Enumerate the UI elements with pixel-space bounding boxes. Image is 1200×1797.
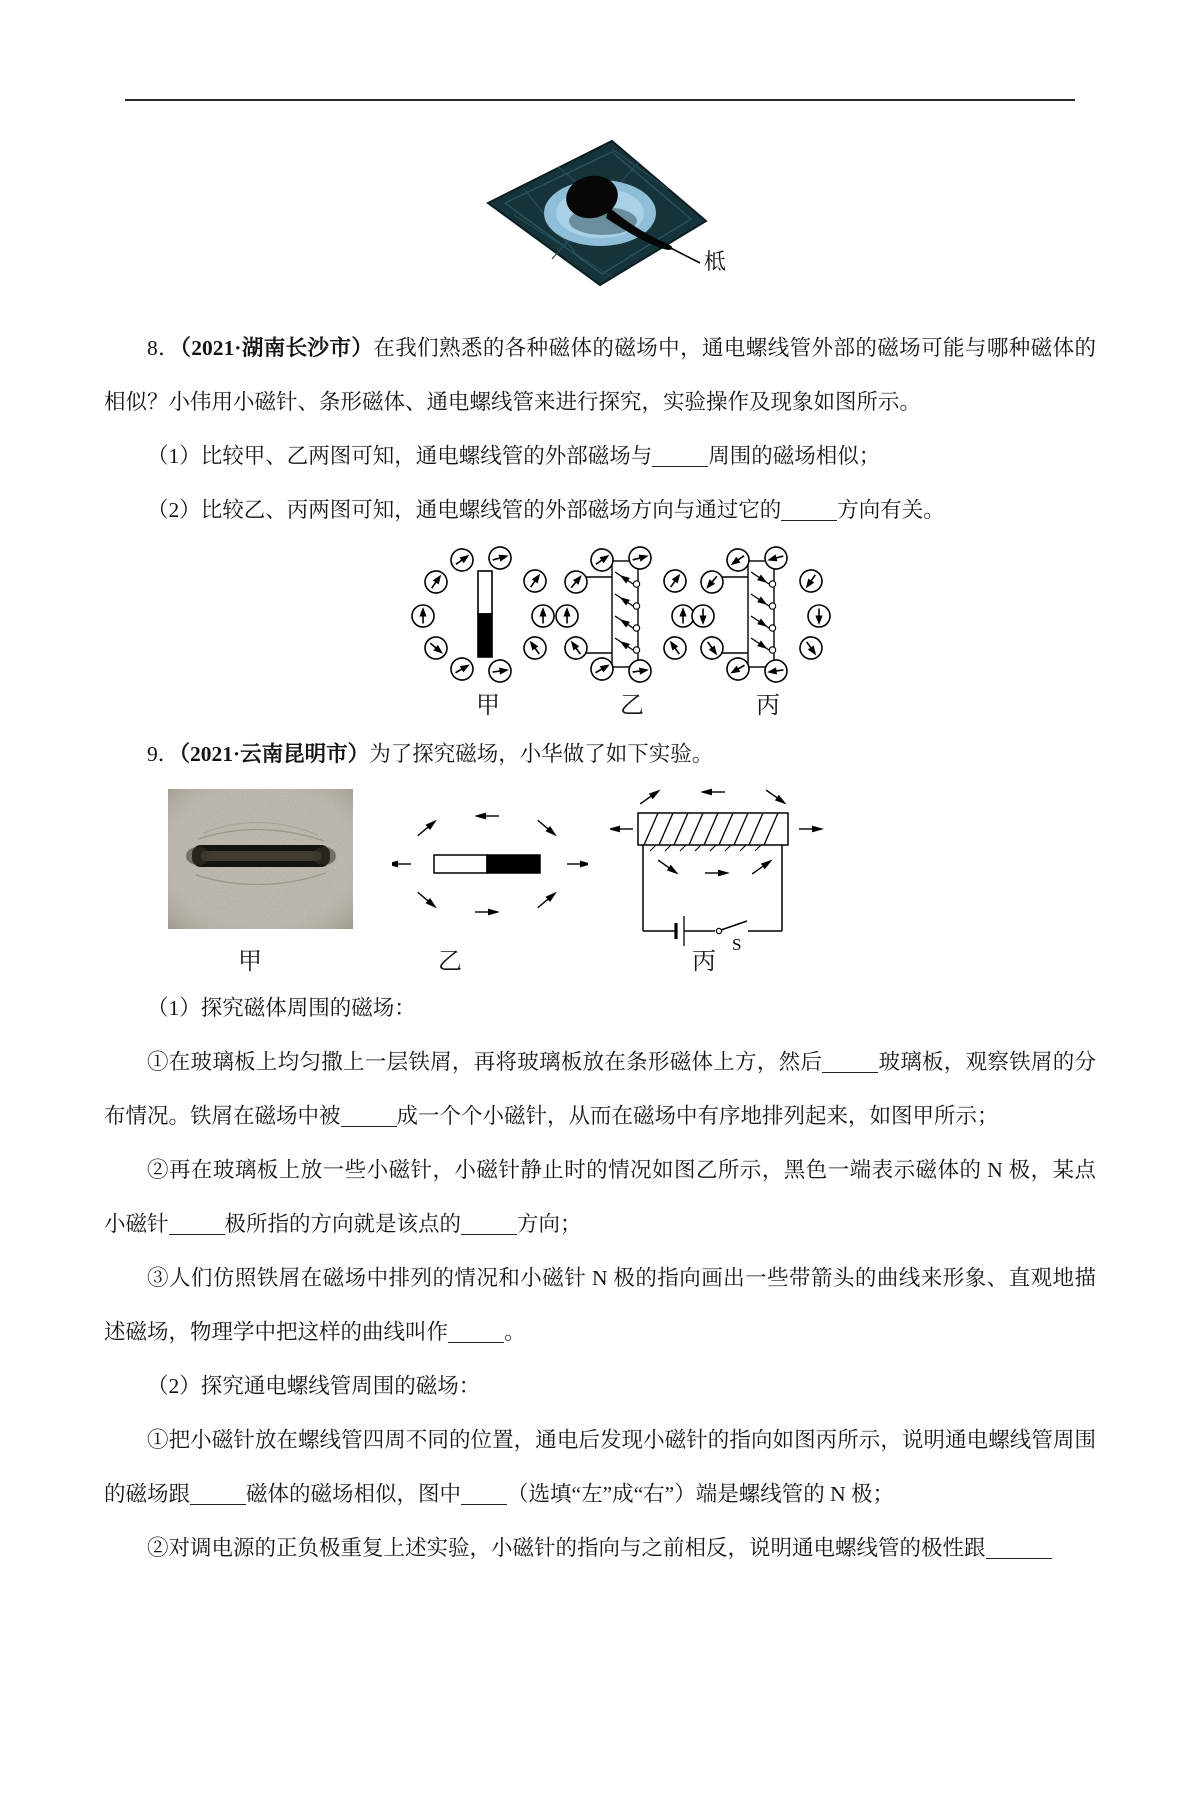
blank-field — [169, 1229, 225, 1235]
q8-diagram — [374, 539, 834, 691]
blank-field — [461, 1499, 507, 1505]
solenoid-circuit-diagram — [610, 783, 825, 958]
q9-number: 9． — [147, 742, 180, 766]
q8-item-1: （1）比较甲、乙两图可知，通电螺线管的外部磁场与 周围的磁场相似； — [147, 444, 881, 468]
question-9-intro — [104, 727, 1096, 781]
q9-part2-step2: ②对调电源的正负极重复上述实验，小磁针的指向与之前相反，说明通电螺线管的极性跟 — [104, 1521, 1096, 1575]
switch-pivot — [716, 928, 721, 933]
bar-magnet — [478, 571, 492, 657]
q9-intro-text: 为了探究磁场，小华做了如下实验。 — [369, 742, 714, 766]
q9-part2-step1: ①把小磁针放在螺线管四周不同的位置，通电后发现小磁针的指向如图丙所示，说明通电螺线管周围的磁场跟 磁体的磁场相似，图中 （选填“左”成“右”）端是螺线管的 N 极； — [104, 1428, 1096, 1506]
question-8-intro — [104, 321, 1096, 429]
sinan-figure — [104, 137, 1096, 295]
q8-item-2: （2）比较乙、丙两图可知，通电螺线管的外部磁场方向与通过它的 方向有关。 — [147, 498, 945, 522]
blank-field — [781, 515, 837, 521]
sinan-handle-label: 柢 — [704, 249, 727, 274]
q9-figure — [104, 783, 1096, 981]
q8-source: （2021·湖南长沙市） — [180, 336, 374, 360]
pointer-line — [659, 242, 700, 263]
q9-step3: ③人们仿照铁屑在磁场中排列的情况和小磁针 N 极的指向画出一些带箭头的曲线来形象、直观地描述磁场，物理学中把这样的曲线叫作 。 — [104, 1266, 1096, 1344]
sinan-photo — [462, 137, 712, 289]
q9-source: （2021·云南昆明市） — [179, 742, 370, 766]
q9-fig-label-yi: 乙 — [438, 949, 462, 975]
blank-field — [652, 461, 708, 467]
q8-fig-label-bing: 丙 — [756, 693, 780, 719]
switch-lever — [721, 921, 747, 930]
magnet-needles-diagram — [392, 801, 588, 927]
q8-fig-label-jia: 甲 — [476, 693, 500, 719]
q8-number: 8． — [147, 336, 181, 360]
page-content — [0, 137, 1200, 1575]
worksheet-page — [0, 99, 1200, 1797]
blank-field — [461, 1229, 517, 1235]
q9-step1: ①在玻璃板上均匀撒上一层铁屑，再将玻璃板放在条形磁体上方，然后 玻璃板，观察铁屑的分布情况。铁屑在磁场中被 成一个个小磁针，从而在磁场中有序地排列起来，如图甲所示； — [104, 1050, 1096, 1128]
q8-fig-label-yi: 乙 — [620, 693, 644, 719]
q9-fig-label-jia: 甲 — [238, 949, 262, 975]
iron-filings-photo — [168, 789, 353, 929]
blank-field — [448, 1337, 504, 1343]
blank-field — [822, 1067, 878, 1073]
q9-step2: ②再在玻璃板上放一些小磁针，小磁针静止时的情况如图乙所示，黑色一端表示磁体的 N 极，某点小磁针 极所指的方向就是该点的 方向； — [104, 1158, 1096, 1236]
blank-field — [190, 1499, 246, 1505]
magnet-s-half — [434, 855, 487, 873]
q9-part1-title: （1）探究磁体周围的磁场： — [147, 996, 416, 1020]
top-rule — [125, 99, 1075, 101]
q9-fig-label-bing: 丙 — [692, 949, 716, 975]
magnet-n-half — [487, 855, 540, 873]
circuit — [643, 845, 782, 954]
switch-label: S — [732, 935, 742, 954]
blank-field — [986, 1553, 1052, 1559]
q9-part2-title: （2）探究通电螺线管周围的磁场： — [147, 1374, 481, 1398]
q8-intro-text: 在我们熟悉的各种磁体的磁场中，通电螺线管外部的磁场可能与哪种磁体的相似？小伟用小磁针、条形磁体、通电螺线管来进行探究，实验操作及现象如图所示。 — [104, 336, 1096, 414]
blank-field — [341, 1121, 397, 1127]
q8-figure — [104, 539, 1096, 727]
